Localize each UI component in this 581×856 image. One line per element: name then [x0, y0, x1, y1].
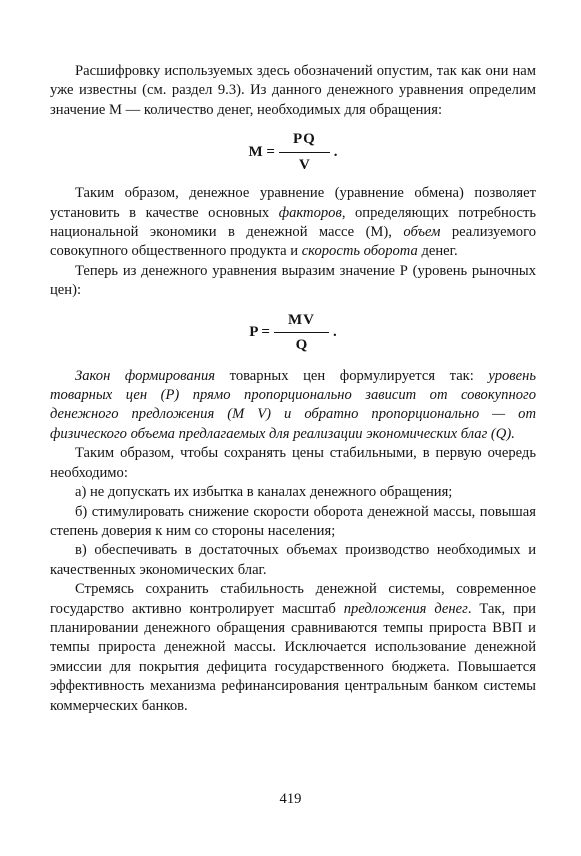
formula-period: . [332, 324, 337, 341]
list-item-b: б) стимулировать снижение скорости оборота денежной массы, повышая степень доверия к ним со стороны населения; [50, 503, 536, 539]
formula-fraction [274, 311, 329, 356]
body-text [50, 62, 536, 716]
emphasis-velocity: скорость оборота [301, 243, 418, 260]
formula-period: . [333, 143, 338, 160]
formula-fraction [279, 130, 330, 175]
formula-denominator: V [298, 156, 310, 173]
formula-denominator: Q [295, 337, 308, 354]
emphasis-money-supply: предложения денег [343, 600, 468, 617]
list-item-a: а) не допускать их избытка в каналах денежного обращения; [75, 484, 453, 501]
formula-lhs: P = [249, 324, 270, 341]
paragraph-price-level: Теперь из денежного уравнения выразим значение Р (уровень рыночных цен): [50, 262, 536, 299]
formula-lhs: M = [248, 143, 275, 160]
emphasis-law: Закон формирования [75, 367, 216, 384]
emphasis-law-statement: уровень товарных цен (Р) прямо пропорционально зависит от совокупного денежного предложения (М V) и обратно пропорционально — от физического объема предлагаемых для реализации экономических благ (Q). [50, 367, 536, 442]
formula-numerator: PQ [279, 130, 330, 152]
paragraph-intro: Расшифровку используемых здесь обозначений опустим, так как они нам уже известны (см. раздел 9.3). Из данного денежного уравнения определим значение М — количество денег, необходимых для обращения: [50, 63, 536, 118]
emphasis-factors: факторов [278, 204, 342, 221]
paragraph-price-law: Закон формирования товарных цен формулируется так: уровень товарных цен (Р) прямо пропорционально зависит от совокупного денежного предложения (М V) и обратно пропорционально — от физического объема предлагаемых для реализации экономических благ (Q). [50, 367, 536, 442]
formula-numerator: MV [274, 311, 329, 333]
formula-money-supply [50, 120, 536, 184]
list-item-c: в) обеспечивать в достаточных объемах производство необходимых и качественных экономических благ. [50, 542, 536, 578]
paragraph-factors: Таким образом, денежное уравнение (уравнение обмена) позволяет установить в качестве основных факторов, определяющих потребность национальной экономики в денежной массе (М), объем реализуемого совокупного общественного продукта и скорость оборота денег. [50, 185, 537, 260]
formula-price-level [50, 301, 536, 367]
paragraph-conditions: Таким образом, чтобы сохранять цены стабильными, в первую очередь необходимо: [50, 445, 536, 481]
page-number: 419 [279, 791, 302, 807]
paragraph-state-control: Стремясь сохранить стабильность денежной системы, современное государство активно контролирует масштаб предложения денег. Так, при планировании денежного обращения сравниваются темпы прироста ВВП и темпы прироста денежной массы. Исключается использование денежной эмиссии для покрытия дефицита государственного бюджета. Повышается эффективность механизма рефинансирования центральным банком системы коммерческих банков. [50, 581, 536, 714]
emphasis-volume: объем [403, 224, 441, 241]
